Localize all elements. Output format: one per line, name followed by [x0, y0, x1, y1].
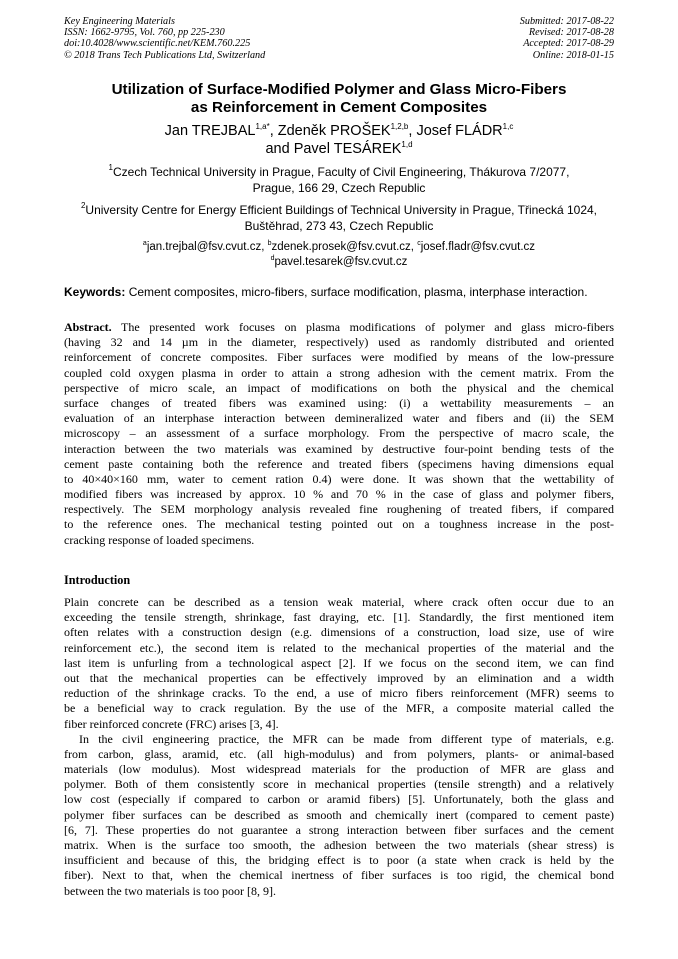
- title-line-2: as Reinforcement in Cement Composites: [190, 99, 488, 116]
- abstract-line: coupled cold oxygen plasma in order to attain a strong adhesion with the cement matrix. From the: [64, 365, 614, 380]
- intro-line: last item is unfurling from a technological aspect [2]. If we focus on the second item, we can find: [64, 655, 614, 670]
- submitted-date: Submitted: 2017-08-22: [519, 16, 614, 27]
- abstract-line: cement paste containing both the reference and treated fibers (specimens having dimensions equal: [64, 456, 614, 471]
- issn-line: ISSN: 1662-9795, Vol. 760, pp 225-230: [64, 27, 225, 39]
- author-affil-sup: 1,d: [401, 140, 413, 149]
- abstract-line: perspective of micro scale, an impact of modifications on both the physical and the chemical: [64, 380, 614, 395]
- intro-line: insufficient and because of this, the bridging effect is to poor (a state when crack is held by the: [64, 853, 614, 868]
- intro-line: polymer. Both of them consistently score in mechanical properties (tensile strength) and a relatively: [64, 777, 614, 792]
- keywords-text: Cement composites, micro-fibers, surface modification, plasma, interphase interaction.: [128, 285, 588, 299]
- abstract: [64, 320, 614, 548]
- author-name: Jan TREJBAL: [164, 123, 256, 139]
- abstract-line: modified fibers was increased by approx. 10 % and 70 % in the case of glass and polymer fibers,: [64, 487, 614, 502]
- intro-line: from carbon, glass, aramid, etc. (all high-modulus) and from polymers, plants- or animal-based: [64, 746, 614, 761]
- abstract-line: cracking response of loaded specimens.: [64, 532, 255, 547]
- author-list: [40, 122, 638, 158]
- publication-dates: [520, 16, 614, 61]
- journal-name: Key Engineering Materials: [64, 16, 175, 27]
- author-conjunction: and: [265, 141, 290, 157]
- affil-text: Czech Technical University in Prague, Faculty of Civil Engineering, Thákurova 7/2077,: [112, 165, 570, 179]
- introduction-body: [64, 595, 614, 899]
- affiliation-2: [40, 203, 638, 234]
- email-link[interactable]: pavel.tesarek@fsv.cvut.cz: [274, 255, 408, 268]
- abstract-line: (having 32 and 14 µm in the diameter, respectively) used as randomly distributed and oriented: [64, 335, 614, 350]
- abstract-line: reinforcement of concrete composites. Fiber surfaces were modified by means of the low-pressure: [64, 350, 614, 365]
- intro-line: out that the mechanical properties can be effectively improved by an elimination and a width: [64, 670, 614, 685]
- email-sup: b: [267, 240, 272, 247]
- abstract-line: The presented work focuses on plasma modifications of polymer and glass micro-fibers: [121, 320, 614, 334]
- abstract-line: surface changes of treated fibers was examined using: (i) a wettability measurements – an: [64, 395, 614, 410]
- author-name: Zdeněk PROŠEK: [277, 123, 391, 139]
- intro-line: exceeding the tensile strength, shrinkage, fast draying, etc. [1]. Standardly, the first mentioned item: [64, 610, 614, 625]
- affiliation-1: [40, 165, 638, 196]
- revised-date: Revised: 2017-08-28: [528, 27, 614, 39]
- author-separator: ,: [408, 123, 413, 139]
- email-sup: a: [142, 240, 147, 247]
- section-heading-introduction: Introduction: [64, 573, 131, 587]
- intro-line: [6, 7]. These properties do not guarantee a strong interaction between fiber surfaces and the cement: [64, 822, 614, 837]
- paper-title: [40, 81, 638, 117]
- intro-line: fiber reinforced concrete (FRC) arises [3, 4].: [64, 716, 279, 731]
- affil-sup: 2: [80, 201, 86, 210]
- affil-text: University Centre for Energy Efficient Buildings of Technical University in Prague, Třinecká 1024,: [85, 203, 598, 217]
- intro-line: often relates with a construction design (e.g. dimensions of a construction, load size, use of wire: [64, 625, 614, 640]
- intro-line: low cost (especially if compared to carbon or aramid fibers) [5]. Unfortunately, both the glass and: [64, 792, 614, 807]
- email-link[interactable]: josef.fladr@fsv.cvut.cz: [420, 241, 536, 253]
- intro-line: reinforcement etc.), the second item is related to the mechanical properties of the material and the: [64, 640, 614, 655]
- keywords-label: Keywords:: [64, 285, 126, 299]
- affil-text: Buštěhrad, 273 43, Czech Republic: [244, 218, 434, 233]
- intro-line: be a beneficial way to crack regulation. By the use of the MFR, a composite material called the: [64, 701, 614, 716]
- abstract-line: interaction between the two materials was examined by destructive four-point bending tests of the: [64, 441, 614, 456]
- intro-line: In the civil engineering practice, the MFR can be made from different type of materials, e.g.: [79, 731, 614, 746]
- keywords: [64, 285, 624, 300]
- copyright-line: © 2018 Trans Tech Publications Ltd, Switzerland: [64, 49, 266, 61]
- intro-line: fiber). Next to that, when the chemical inertness of fiber surfaces is too rigid, the chemical bond: [64, 868, 614, 883]
- email-sup: d: [270, 254, 275, 262]
- intro-line: Plain concrete can be described as a tension weak material, where crack often occur due to an: [64, 595, 614, 609]
- intro-line: reduction of the shrinkage cracks. To the end, a use of micro fibers reinforcement (MFR) seems to: [64, 686, 614, 701]
- intro-line: polymer fiber surfaces can be described as smooth and chemically inert (compared to cement paste): [64, 807, 614, 822]
- author-affil-sup: 1,a*: [255, 122, 270, 131]
- accepted-date: Accepted: 2017-08-29: [523, 38, 614, 50]
- affil-sup: 1: [108, 163, 113, 172]
- author-affil-sup: 1,c: [502, 122, 514, 131]
- author-name: Josef FLÁDR: [416, 123, 503, 139]
- email-link[interactable]: jan.trejbal@fsv.cvut.cz,: [146, 241, 265, 253]
- abstract-line: to 40×40×160 mm, water to cement ration 0.4) were done. It was shown that the wettability of: [64, 471, 614, 486]
- email-link[interactable]: zdenek.prosek@fsv.cvut.cz,: [271, 241, 414, 253]
- intro-line: matrix. When is the surface too smooth, the adhesion between the two materials (shear stress) is: [64, 838, 614, 852]
- title-line-1: Utilization of Surface-Modified Polymer and Glass Micro-Fibers: [111, 81, 567, 98]
- abstract-line: respectively. The SEM morphology analysis revealed fine roughening of treated fibers, if compared: [64, 502, 614, 517]
- author-name: Pavel TESÁREK: [293, 141, 402, 157]
- journal-info: [64, 16, 265, 61]
- abstract-line: evaluation of an interphase interaction between demineralized water and fibers and (ii) the SEM: [64, 411, 614, 426]
- abstract-line: microscopy – an assessment of a surface morphology. From the perspective of macro scale, the: [64, 426, 614, 441]
- online-date: Online: 2018-01-15: [532, 49, 614, 61]
- author-emails: [40, 240, 638, 269]
- abstract-label: Abstract.: [64, 320, 112, 334]
- abstract-line: to the reference ones. The mechanical testing pointed out on a toughness increase in the post-: [64, 517, 614, 532]
- author-separator: ,: [269, 123, 274, 139]
- author-affil-sup: 1,2,b: [390, 122, 409, 131]
- intro-line: between the two materials is too poor [8, 9].: [64, 883, 276, 898]
- email-sup: c: [417, 240, 421, 247]
- affil-text: Prague, 166 29, Czech Republic: [252, 180, 426, 195]
- doi-line: doi:10.4028/www.scientific.net/KEM.760.225: [64, 38, 251, 50]
- intro-line: materials (low modulus). Most widespread materials for the production of MFR are glass and: [64, 762, 614, 777]
